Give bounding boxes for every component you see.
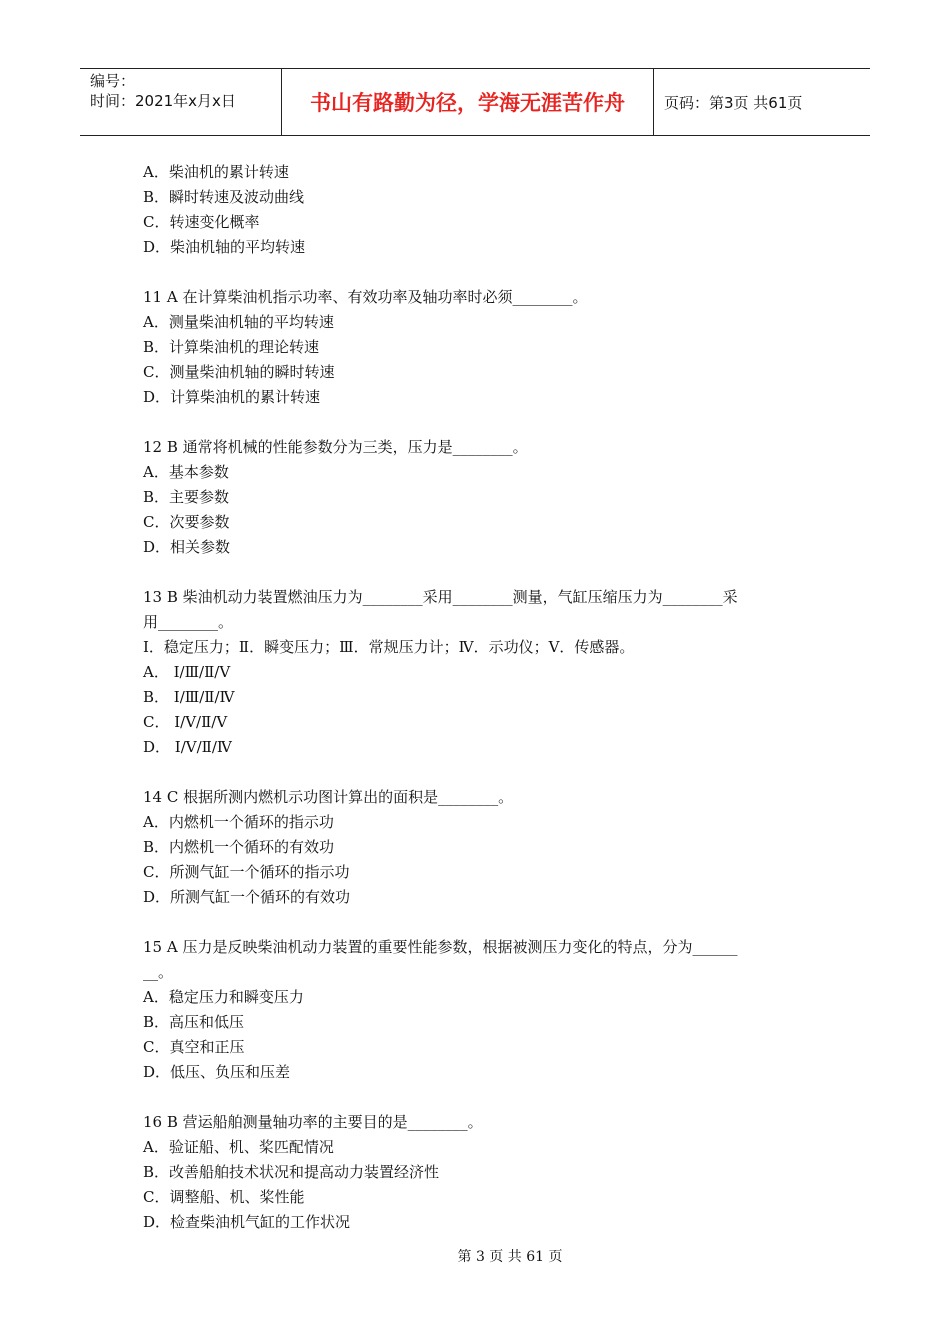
question-line: A．基本参数 [143,463,229,481]
question-line: A．稳定压力和瞬变压力 [143,988,304,1006]
question-line: D．检查柴油机气缸的工作状况 [143,1213,351,1231]
question-line: D．低压、负压和压差 [143,1063,291,1081]
question-line: A．验证船、机、桨匹配情况 [143,1138,334,1156]
document-number-label: 编号： [90,72,136,90]
document-date: 时间：2021年x月x日 [90,92,236,110]
question-line: Ⅰ．稳定压力；Ⅱ．瞬变压力；Ⅲ．常规压力计；Ⅳ．示功仪；Ⅴ．传感器。 [143,638,635,656]
question-line: C．次要参数 [143,513,230,531]
question-block [143,1110,823,1235]
question-block [143,285,823,410]
question-line: A． Ⅰ/Ⅲ/Ⅱ/Ⅴ [143,663,231,681]
question-line: 16 B 营运船舶测量轴功率的主要目的是________。 [143,1113,483,1131]
question-block [143,935,823,1085]
question-line: C．测量柴油机轴的瞬时转速 [143,363,335,381]
page-footer: 第 3 页 共 61 页 [457,1249,563,1265]
question-line: A．测量柴油机轴的平均转速 [143,313,334,331]
header-meta [80,69,282,135]
question-content [143,160,823,1260]
question-line: B．主要参数 [143,488,230,506]
question-line: B．高压和低压 [143,1013,245,1031]
page-header [80,68,870,136]
question-line: 用________。 [143,613,234,631]
question-line: C．转速变化概率 [143,213,260,231]
question-line: B．计算柴油机的理论转速 [143,338,320,356]
question-line: 12 B 通常将机械的性能参数分为三类，压力是________。 [143,438,528,456]
question-line: C．调整船、机、桨性能 [143,1188,305,1206]
question-line: D．所测气缸一个循环的有效功 [143,888,351,906]
question-line: 14 C 根据所测内燃机示功图计算出的面积是________。 [143,788,514,806]
question-block [143,435,823,560]
question-line: 15 A 压力是反映柴油机动力装置的重要性能参数，根据被测压力变化的特点，分为______ [143,938,738,956]
question-line: B．瞬时转速及波动曲线 [143,188,305,206]
question-line: C．真空和正压 [143,1038,245,1056]
question-line: 13 B 柴油机动力装置燃油压力为________采用________测量，气缸压缩压力为________采 [143,588,738,606]
question-line: C． Ⅰ/Ⅴ/Ⅱ/Ⅴ [143,713,228,731]
question-line: B． Ⅰ/Ⅲ/Ⅱ/Ⅳ [143,688,235,706]
question-block [143,160,823,260]
question-line: 11 A 在计算柴油机指示功率、有效功率及轴功率时必须________。 [143,288,588,306]
question-line: D．相关参数 [143,538,231,556]
question-line: D．计算柴油机的累计转速 [143,388,321,406]
header-page-info: 页码：第3页 共61页 [664,93,803,112]
question-line: B．改善船舶技术状况和提高动力装置经济性 [143,1163,440,1181]
question-line: D．柴油机轴的平均转速 [143,238,306,256]
question-line: A．柴油机的累计转速 [143,163,289,181]
question-line: C．所测气缸一个循环的指示功 [143,863,350,881]
question-block [143,785,823,910]
question-line: B．内燃机一个循环的有效功 [143,838,335,856]
question-line: D． Ⅰ/Ⅴ/Ⅱ/Ⅳ [143,738,232,756]
header-motto: 书山有路勤为径，学海无涯苦作舟 [282,69,654,135]
question-block [143,585,823,760]
question-line: A．内燃机一个循环的指示功 [143,813,334,831]
question-line: __。 [143,963,174,981]
